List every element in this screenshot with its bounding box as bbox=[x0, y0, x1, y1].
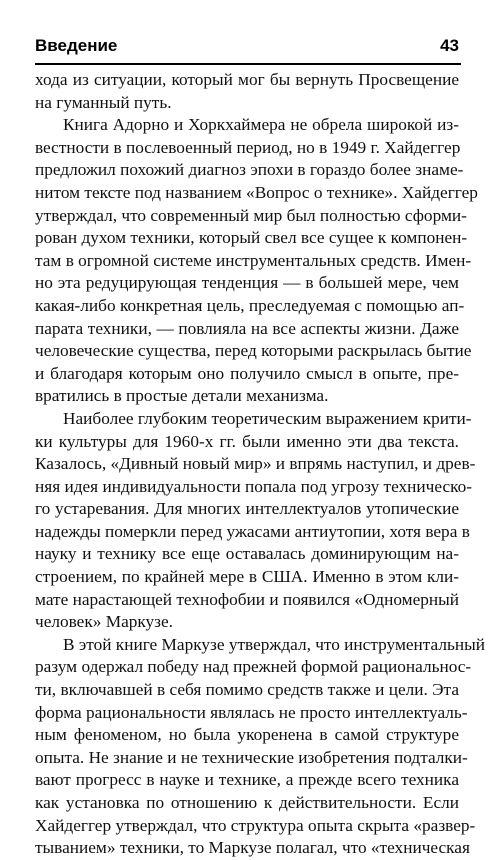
text-line: вратились в простые детали механизма. bbox=[35, 386, 329, 406]
text-line: предложил похожий диагноз эпохи в гораздо более знаме- bbox=[35, 160, 464, 180]
text-line: человек» Маркузе. bbox=[35, 612, 173, 632]
body-text bbox=[35, 69, 485, 860]
text-line: тыванием» техники, то Маркузе полагал, что «техническая bbox=[35, 838, 470, 858]
text-line: Хайдеггер утверждал, что структура опыта скрыта «развер- bbox=[35, 815, 476, 835]
text-line: человеческие существа, перед которыми раскрылась бытие bbox=[35, 341, 472, 361]
text-line: няя идея индивидуальности попала под угрозу техническо- bbox=[35, 476, 473, 496]
text-line: как установка по отношению к действительности. Если bbox=[35, 793, 459, 812]
text-line: парата техники, — повлияла на все аспекты жизни. Даже bbox=[35, 318, 459, 338]
text-line: Книга Адорно и Хоркхаймера не обрела широкой из- bbox=[63, 115, 459, 135]
text-line: вают прогресс в науке и технике, а прежде всего техника bbox=[35, 770, 459, 790]
text-line: там в огромной системе инструментальных средств. Имен- bbox=[35, 250, 472, 270]
text-line: опыта. Не знание и не технические изобретения подталки- bbox=[35, 747, 468, 767]
text-line: рован духом техники, который свел все сущее к компонен- bbox=[35, 228, 468, 248]
text-line: науку и технику все еще оставалась доминирующим на- bbox=[35, 544, 459, 564]
text-line: но эта редуцирующая тенденция — в большей мере, чем bbox=[35, 273, 459, 293]
text-line: и благодаря которым оно получило смысл в опыте, пре- bbox=[35, 363, 459, 383]
text-line: Казалось, «Дивный новый мир» и впрямь наступил, и древ- bbox=[35, 454, 476, 474]
text-line: надежды померкли перед ужасами антиутопии, хотя вера в bbox=[35, 521, 470, 541]
running-header bbox=[35, 36, 459, 60]
text-line: ным феноменом, но была укоренена в самой структуре bbox=[35, 725, 459, 745]
text-line: мате нарастающей технофобии и появился «Одномерный bbox=[35, 589, 459, 609]
paragraph bbox=[35, 408, 476, 634]
section-title: Введение bbox=[35, 36, 118, 55]
text-line: утверждал, что современный мир был полностью сформи- bbox=[35, 205, 467, 225]
text-line: форма рациональности являлась не просто интеллектуаль- bbox=[35, 702, 468, 722]
text-line: нитом тексте под названием «Вопрос о технике». Хайдеггер bbox=[35, 182, 478, 202]
text-line: строением, по крайней мере в США. Именно в этом кли- bbox=[35, 567, 459, 587]
page-number: 43 bbox=[440, 36, 459, 55]
text-line: на гуманный путь. bbox=[35, 92, 172, 112]
text-line: ки культуры для 1960-х гг. были именно эти два текста. bbox=[35, 431, 459, 451]
header-rule bbox=[35, 63, 461, 65]
paragraph bbox=[35, 114, 478, 408]
text-line: В этой книге Маркузе утверждал, что инструментальный bbox=[63, 634, 485, 654]
text-line: хода из ситуации, который мог бы вернуть Просвещение bbox=[35, 70, 459, 89]
text-line: Наиболее глубоким теоретическим выражением крити- bbox=[63, 408, 472, 428]
text-line: ти, включавшей в себя помимо средств также и цели. Эта bbox=[35, 680, 459, 700]
text-line: го устаревания. Для многих интеллектуалов утопические bbox=[35, 499, 459, 519]
text-line: разум одержал победу над прежней формой рациональнос- bbox=[35, 657, 472, 677]
text-line: какая-либо конкретная цель, преследуемая с помощью ап- bbox=[35, 295, 465, 315]
paragraph bbox=[35, 634, 485, 860]
paragraph bbox=[35, 69, 459, 114]
text-line: вестности в послевоенный период, но в 1949 г. Хайдеггер bbox=[35, 137, 461, 157]
